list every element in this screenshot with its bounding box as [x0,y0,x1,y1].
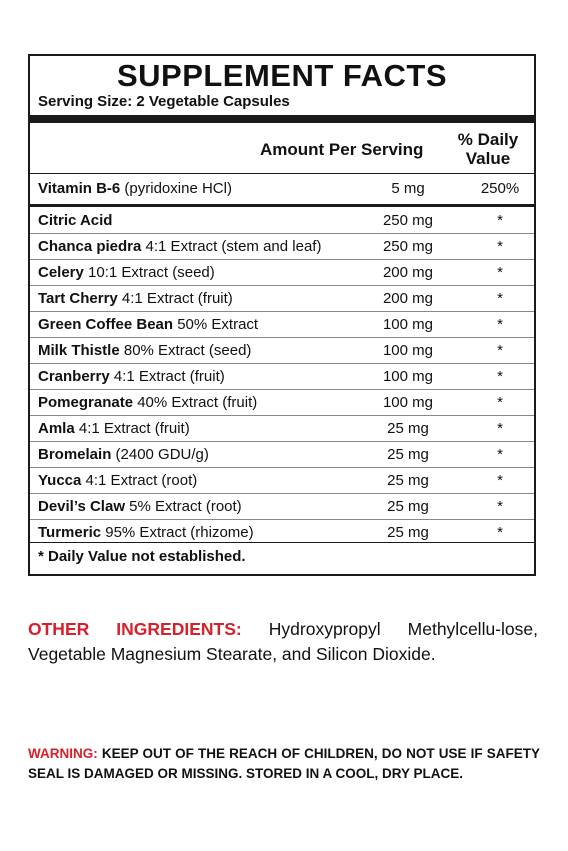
ingredient-amount: 100 mg [382,342,434,359]
ingredient-dv: * [497,420,503,437]
ingredient-name: Amla 4:1 Extract (fruit) [38,420,190,437]
ingredient-amount: 200 mg [382,290,434,307]
ingredient-name: Cranberry 4:1 Extract (fruit) [38,368,225,385]
ingredient-row [30,364,534,390]
ingredient-dv: * [497,316,503,333]
ingredient-name: Green Coffee Bean 50% Extract [38,316,259,333]
warning-body: KEEP OUT OF THE REACH OF CHILDREN, DO NOT USE IF SAFETY SEAL IS DAMAGED OR MISSING. STORED IN A COOL, DRY PLACE. [28,746,540,781]
ingredient-amount: 100 mg [382,368,434,385]
header-amount-per-serving: Amount Per Serving [260,140,424,159]
ingredient-row [30,494,534,520]
ingredient-row [30,416,534,442]
ingredient-amount: 100 mg [382,394,434,411]
vitamin-row [30,176,534,202]
other-ingredients [28,617,538,667]
ingredient-name: Citric Acid [38,212,113,229]
ingredient-row [30,468,534,494]
ingredient-row [30,442,534,468]
ingredient-name: Yucca 4:1 Extract (root) [38,472,198,489]
ingredient-row [30,208,534,234]
ingredient-name: Milk Thistle 80% Extract (seed) [38,342,252,359]
vitamin-rule [30,204,534,207]
ingredient-name: Tart Cherry 4:1 Extract (fruit) [38,290,233,307]
daily-value-footnote: * Daily Value not established. [38,548,246,565]
ingredient-dv: * [497,368,503,385]
ingredient-amount: 25 mg [387,420,429,437]
ingredient-row [30,312,534,338]
serving-size: Serving Size: 2 Vegetable Capsules [38,93,290,110]
ingredient-amount: 25 mg [387,498,429,515]
header-dv-line2: Value [465,149,511,168]
supplement-facts-panel [28,54,536,576]
ingredient-amount: 25 mg [387,472,429,489]
ingredient-name: Bromelain (2400 GDU/g) [38,446,209,463]
thick-divider [30,115,534,123]
header-dv-line1: % Daily [457,130,519,149]
header-daily-value [448,130,528,168]
ingredient-amount: 25 mg [387,446,429,463]
ingredient-dv: * [497,472,503,489]
warning-text [28,744,540,784]
ingredient-row [30,286,534,312]
ingredient-row [30,338,534,364]
ingredient-dv: * [497,342,503,359]
ingredient-dv: * [497,238,503,255]
warning-label: WARNING: [28,746,98,761]
ingredient-name: Pomegranate 40% Extract (fruit) [38,394,258,411]
ingredient-name: Celery 10:1 Extract (seed) [38,264,215,281]
ingredient-name: Turmeric 95% Extract (rhizome) [38,524,254,541]
ingredient-row [30,390,534,416]
ingredient-dv: * [497,394,503,411]
ingredient-name: Chanca piedra 4:1 Extract (stem and leaf) [38,238,322,255]
ingredient-row [30,260,534,286]
ingredient-dv: * [497,290,503,307]
vitamin-name: Vitamin B-6 (pyridoxine HCl) [38,180,232,197]
ingredient-dv: * [497,498,503,515]
ingredient-dv: * [497,264,503,281]
ingredient-dv: * [497,524,503,541]
header-rule [30,173,534,174]
ingredient-dv: * [497,212,503,229]
ingredient-amount: 200 mg [382,264,434,281]
vitamin-amount: 5 mg [391,180,425,197]
ingredient-dv: * [497,446,503,463]
ingredient-amount: 250 mg [382,238,434,255]
ingredient-amount: 25 mg [387,524,429,541]
ingredient-row [30,234,534,260]
other-ingredients-text: Hydroxypropyl Methylcellu-lose, Vegetable Magnesium Stearate, and Silicon Dioxide. [28,619,538,664]
other-ingredients-label: OTHER INGREDIENTS: [28,619,242,639]
ingredient-amount: 100 mg [382,316,434,333]
ingredient-amount: 250 mg [382,212,434,229]
vitamin-dv: 250% [480,180,520,197]
footnote-rule [30,542,534,543]
ingredient-name: Devil’s Claw 5% Extract (root) [38,498,242,515]
facts-title: SUPPLEMENT FACTS [116,58,448,93]
